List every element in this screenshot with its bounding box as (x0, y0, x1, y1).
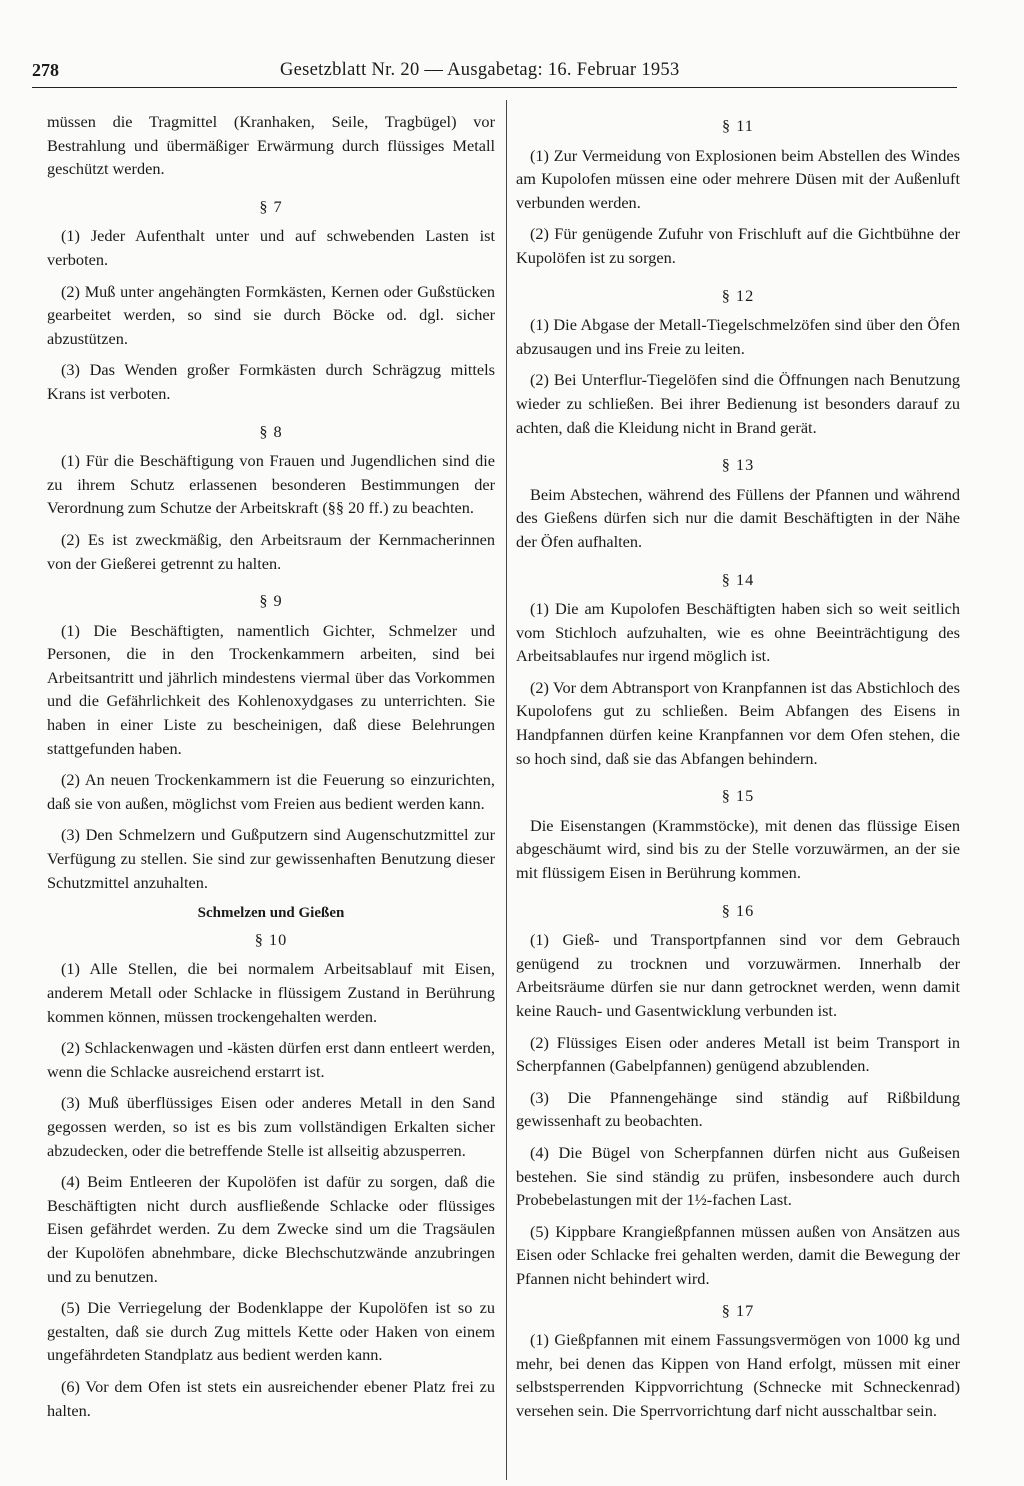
header-rule (32, 87, 957, 88)
paragraph: (1) Jeder Aufenthalt unter und auf schwebenden Lasten ist verboten. (47, 226, 495, 269)
paragraph: (2) Vor dem Abtransport von Kranpfannen ist das Abstichloch des Kupolofens gut zu schließen. Beim Abfangen des Eisens in Handpfannen dürfen keine Kranpfannen vor dem Ofen stehen, die so hoch sind, daß sie das Abfangen behindern. (516, 677, 960, 768)
paragraph: (2) Flüssiges Eisen oder anderes Metall ist beim Transport in Scherpfannen (Gabelpfannen) genügend abzublenden. (516, 1032, 960, 1076)
paragraph: (1) Für die Beschäftigung von Frauen und Jugendlichen sind die zu ihrem Schutz erlassenen besonderen Bestimmungen der Verordnung zum Schutze der Arbeitskraft (§§ 20 ff.) zu beachten. (47, 451, 495, 518)
section-heading-8: § 8 (259, 421, 283, 441)
paragraph: (5) Kippbare Krangießpfannen müssen außen von Ansätzen aus Eisen oder Schlacke frei gehalten werden, damit die Bewegung der Pfannen nicht behindert wird. (516, 1221, 960, 1288)
paragraph: müssen die Tragmittel (Kranhaken, Seile, Tragbügel) vor Bestrahlung und übermäßiger Erwärmung durch flüssiges Metall geschützt werden. (47, 112, 495, 179)
section-heading-10: § 10 (254, 929, 288, 949)
paragraph: (1) Die am Kupolofen Beschäftigten haben sich so weit seitlich vom Stichloch aufzuhalten, wie es ohne Beeinträchtigung des Arbeitsablaufes nur irgend möglich ist. (516, 599, 960, 666)
paragraph: (4) Beim Entleeren der Kupolöfen ist dafür zu sorgen, daß die Beschäftigten nicht durch ausfließende Schlacke oder flüssiges Eisen gefährdet werden. Zu dem Zwecke sind um die Tragsäulen der Kupolöfen abnehmbare, dicke Blechschutzwände anzubringen und zu benutzen. (47, 1172, 495, 1286)
paragraph: (2) Es ist zweckmäßig, den Arbeitsraum der Kernmacherinnen von der Gießerei getrennt zu halten. (47, 529, 495, 573)
section-heading-14: § 14 (721, 569, 755, 589)
paragraph: (6) Vor dem Ofen ist stets ein ausreichender ebener Platz frei zu halten. (47, 1376, 495, 1420)
paragraph: (2) Für genügende Zufuhr von Frischluft auf die Gichtbühne der Kupolöfen ist zu sorgen. (516, 224, 960, 267)
section-heading-12: § 12 (721, 285, 755, 305)
paragraph: (2) Bei Unterflur-Tiegelöfen sind die Öffnungen nach Benutzung wieder zu schließen. Bei ihrer Bedienung ist besonders darauf zu achten, daß die Kleidung nicht in Brand gerät. (516, 370, 960, 437)
paragraph: (1) Alle Stellen, die bei normalem Arbeitsablauf mit Eisen, anderem Metall oder Schlacke in flüssigem Zustand in Berührung kommen können, müssen trockengehalten werden. (47, 959, 495, 1026)
paragraph: (3) Die Pfannengehänge sind ständig auf Rißbildung gewissenhaft zu beobachten. (516, 1087, 960, 1131)
paragraph: (3) Muß überflüssiges Eisen oder anderes Metall in den Sand gegossen werden, so ist es bis zum vollständigen Erkalten sicher abzudecken, oder die betreffende Stelle ist allseitig abzusperren. (47, 1093, 495, 1160)
section-heading-16: § 16 (721, 900, 755, 920)
paragraph: (1) Zur Vermeidung von Explosionen beim Abstellen des Windes am Kupolofen müssen eine oder mehrere Düsen mit der Außenluft verbunden werden. (516, 145, 960, 212)
section-heading-9: § 9 (259, 591, 283, 611)
section-heading-17: § 17 (721, 1300, 755, 1320)
page-header (32, 60, 957, 86)
section-heading-15: § 15 (721, 786, 755, 806)
subheading: Schmelzen und Gießen (197, 905, 345, 922)
paragraph: (4) Die Bügel von Scherpfannen dürfen nicht aus Gußeisen bestehen. Sie sind ständig zu prüfen, insbesondere auch durch Probebelastungen mit der 1½-fachen Last. (516, 1142, 960, 1210)
page-number: 278 (32, 60, 59, 80)
left-column (47, 110, 495, 1430)
paragraph: Die Eisenstangen (Krammstöcke), mit denen das flüssige Eisen abgeschäumt wird, sind bis zu der Stelle vorzuwärmen, an der sie mit flüssigem Eisen in Berührung kommen. (516, 815, 960, 883)
column-divider (506, 100, 507, 1480)
section-heading-13: § 13 (721, 455, 755, 475)
paragraph: (1) Gießpfannen mit einem Fassungsvermögen von 1000 kg und mehr, bei denen das Kippen von Hand erfolgt, müssen mit einer selbstsperrenden Kippvorrichtung (Schnecke mit Schneckenrad) versehen sein. Die Sperrvorrichtung darf nicht ausschaltbar sein. (516, 1330, 960, 1420)
header-title: Gesetzblatt Nr. 20 — Ausgabetag: 16. Februar 1953 (280, 60, 680, 80)
paragraph: (3) Den Schmelzern und Gußputzern sind Augenschutzmittel zur Verfügung zu stellen. Sie sind zur gewissenhaften Benutzung dieser Schutzmittel anzuhalten. (47, 825, 495, 892)
paragraph: (2) Schlackenwagen und -kästen dürfen erst dann entleert werden, wenn die Schlacke ausreichend erstarrt ist. (47, 1038, 495, 1081)
paragraph: (1) Die Abgase der Metall-Tiegelschmelzöfen sind über den Öfen abzusaugen und ins Freie zu leiten. (516, 315, 960, 358)
section-heading-11: § 11 (722, 116, 754, 135)
section-heading-7: § 7 (259, 196, 283, 216)
paragraph: (2) An neuen Trockenkammern ist die Feuerung so einzurichten, daß sie von außen, möglichst vom Freien aus bedient werden kann. (47, 770, 495, 813)
right-column (516, 110, 960, 1431)
paragraph: Beim Abstechen, während des Füllens der Pfannen und während des Gießens dürfen sich nur die damit Beschäftigten in der Nähe der Öfen aufhalten. (516, 484, 960, 551)
paragraph: (1) Gieß- und Transportpfannen sind vor dem Gebrauch genügend zu trocknen und vorzuwärmen. Innerhalb der Arbeitsräume dürfen sie nur dann getrocknet werden, wenn damit keine Rauch- und Gasentwicklung verbunden ist. (516, 930, 960, 1020)
paragraph: (5) Die Verriegelung der Bodenklappe der Kupolöfen ist so zu gestalten, daß sie durch Zug mittels Kette oder Haken von einem ungefährdeten Standplatz aus bedient werden kann. (47, 1298, 495, 1365)
paragraph: (2) Muß unter angehängten Formkästen, Kernen oder Gußstücken gearbeitet werden, so sind sie durch Böcke od. dgl. sicher abzustützen. (47, 281, 495, 348)
paragraph: (1) Die Beschäftigten, namentlich Gichter, Schmelzer und Personen, die in den Trockenkammern arbeiten, sind bei Arbeitsantritt und jährlich mindestens viermal über das Vorkommen und die Gefährlichkeit des Kohlenoxydgases zu unterrichten. Sie haben in einer Liste zu bescheinigen, daß diese Belehrungen stattgefunden haben. (47, 620, 495, 758)
paragraph: (3) Das Wenden großer Formkästen durch Schrägzug mittels Krans ist verboten. (47, 360, 495, 403)
